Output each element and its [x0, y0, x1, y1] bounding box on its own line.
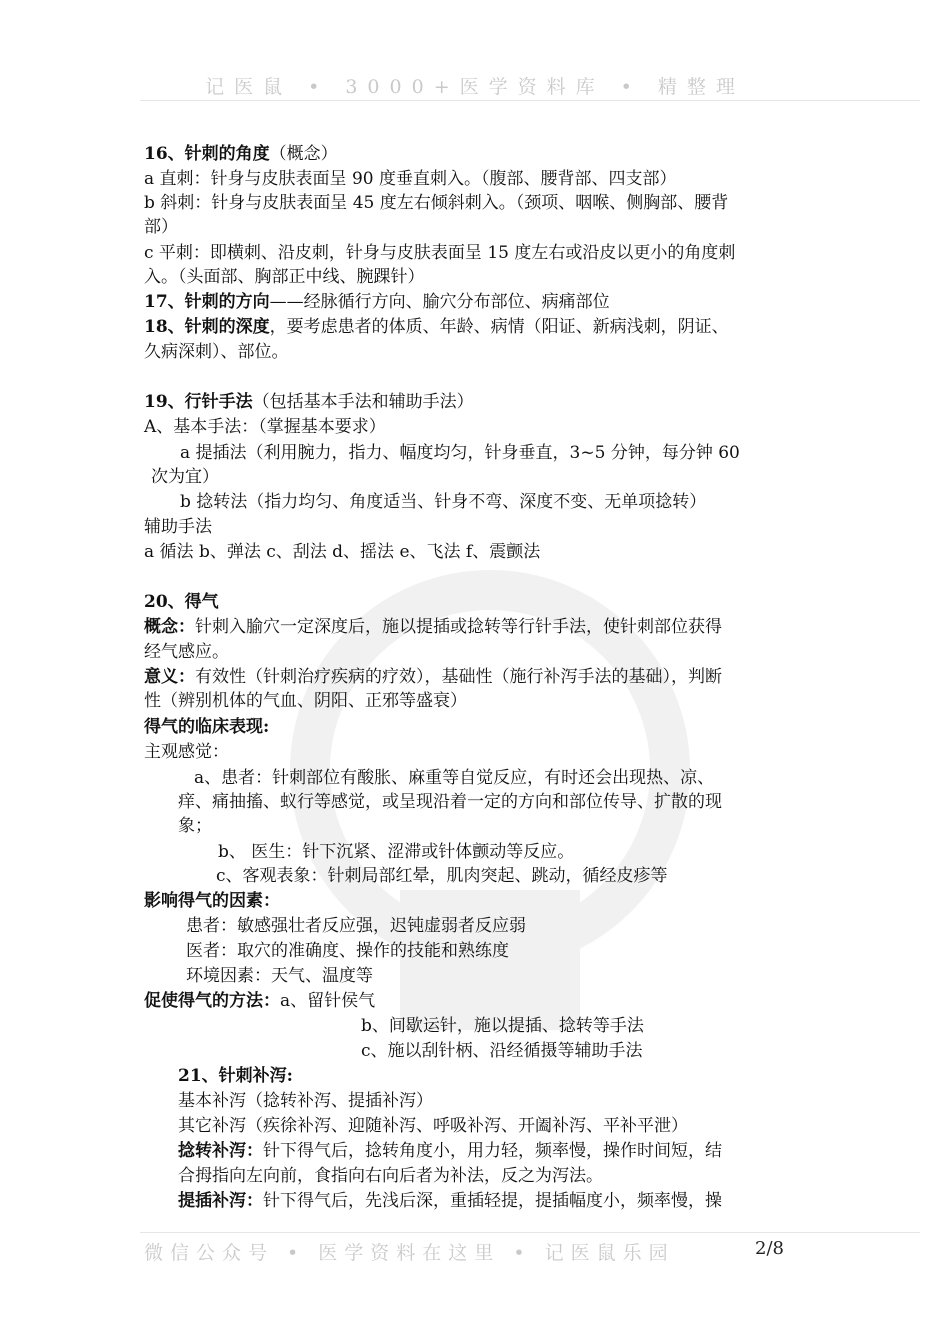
section-16-note: （概念）	[269, 144, 338, 164]
s20-sa3: 象；	[178, 816, 212, 836]
s20-method-3: c、施以刮针柄、沿经循摄等辅助手法	[361, 1041, 643, 1061]
section-17-text: ——经脉循行方向、腧穴分布部位、病痛部位	[269, 292, 610, 312]
section-21-title: 21、针刺补泻:	[178, 1066, 293, 1086]
s21-basic: 基本补泻（捻转补泻、提插补泻）	[178, 1091, 433, 1111]
section-19-title: 19、行针手法	[144, 392, 253, 412]
s20-clinical: 得气的临床表现:	[144, 717, 270, 737]
s20-meaning-2: 性（辨别机体的气血、阴阳、正邪等盛衰）	[144, 691, 467, 711]
s20-meaning-text: 有效性（针刺治疗疾病的疗效），基础性（施行补泻手法的基础），判断	[195, 667, 722, 687]
s19-basic: A、基本手法：（掌握基本要求）	[144, 417, 386, 437]
s19-a2: 次为宜）	[151, 467, 219, 487]
s16-line-a: a 直刺：针身与皮肤表面呈 90 度垂直刺入。（腹部、腰背部、四支部）	[144, 169, 677, 189]
s19-aux: 辅助手法	[144, 517, 212, 537]
s21-lift-text: 针下得气后，先浅后深，重插轻提，提插幅度小，频率慢，操	[263, 1191, 722, 1211]
s16-line-c2: 入。（头面部、胸部正中线、腕踝针）	[144, 267, 425, 287]
s20-concept-2: 经气感应。	[144, 642, 229, 662]
s20-sb: b、 医生：针下沉紧、涩滞或针体颤动等反应。	[218, 842, 575, 862]
section-16-heading	[144, 142, 338, 166]
footer-divider	[140, 1232, 920, 1233]
s20-factor-2: 医者：取穴的准确度、操作的技能和熟练度	[186, 941, 509, 961]
s20-method-1: a、留针侯气	[280, 991, 376, 1011]
section-17	[144, 290, 610, 314]
s20-sc: c、客观表象：针刺局部红晕，肌肉突起、跳动，循经皮疹等	[216, 866, 668, 886]
s20-methods-label: 促使得气的方法：	[144, 991, 280, 1011]
s20-concept-label: 概念：	[144, 617, 195, 637]
section-19-heading	[144, 390, 474, 414]
section-18-title: 18、针刺的深度	[144, 317, 270, 337]
s21-other: 其它补泻（疾徐补泻、迎随补泻、呼吸补泻、开阖补泻、平补平泄）	[178, 1116, 688, 1136]
s20-methods	[144, 989, 375, 1013]
section-17-title: 17、针刺的方向	[144, 292, 270, 312]
section-18	[144, 315, 729, 339]
s20-subjective: 主观感觉：	[144, 742, 229, 762]
s20-factor-3: 环境因素：天气、温度等	[186, 966, 373, 986]
page-footer: 微信公众号 • 医学资料在这里 • 记医鼠乐园	[144, 1242, 675, 1264]
s20-method-2: b、间歇运针，施以提插、捻转等手法	[361, 1016, 644, 1036]
s20-factor-1: 患者：敏感强壮者反应强，迟钝虚弱者反应弱	[186, 916, 526, 936]
s20-sa1: a、患者：针刺部位有酸胀、麻重等自觉反应，有时还会出现热、凉、	[194, 768, 715, 788]
s20-concept-text: 针刺入腧穴一定深度后，施以提插或捻转等行针手法，使针刺部位获得	[195, 617, 722, 637]
s20-concept	[144, 615, 722, 639]
page-header: 记医鼠 • 3000+医学资料库 • 精整理	[205, 76, 745, 98]
header-divider	[140, 100, 920, 101]
s20-sa2: 痒、痛抽搐、蚁行等感觉，或呈现沿着一定的方向和部位传导、扩散的现	[178, 792, 722, 812]
s20-meaning	[144, 665, 722, 689]
s21-twist	[178, 1139, 722, 1163]
s21-lift-label: 提插补泻：	[178, 1191, 263, 1211]
s21-twist-text: 针下得气后，捻转角度小，用力轻，频率慢，操作时间短，结	[263, 1141, 722, 1161]
page-number: 2/8	[755, 1238, 784, 1259]
s19-b: b 捻转法（指力均匀、角度适当、针身不弯、深度不变、无单项捻转）	[180, 492, 707, 512]
s19-aux-list: a 循法 b、弹法 c、刮法 d、摇法 e、飞法 f、震颤法	[144, 542, 541, 562]
s18-line-2: 久病深刺）、部位。	[144, 342, 289, 362]
s16-line-c1: c 平刺：即横刺、沿皮刺，针身与皮肤表面呈 15 度左右或沿皮以更小的角度刺	[144, 243, 736, 263]
section-20-title: 20、得气	[144, 592, 219, 612]
s21-lift	[178, 1189, 722, 1213]
s21-twist-label: 捻转补泻：	[178, 1141, 263, 1161]
s20-meaning-label: 意义：	[144, 667, 195, 687]
section-19-note: （包括基本手法和辅助手法）	[252, 392, 474, 412]
s21-twist-2: 合拇指向左向前，食指向右向后者为补法，反之为泻法。	[178, 1166, 603, 1186]
s20-factors: 影响得气的因素：	[144, 891, 280, 911]
s16-line-b1: b 斜刺：针身与皮肤表面呈 45 度左右倾斜刺入。（颈项、咽喉、侧胸部、腰背	[144, 193, 729, 213]
s19-a1: a 提插法（利用腕力，指力、幅度均匀，针身垂直，3~5 分钟，每分钟 60	[180, 443, 740, 463]
section-16-title: 16、针刺的角度	[144, 144, 270, 164]
section-18-text1: ，要考虑患者的体质、年龄、病情（阳证、新病浅刺，阴证、	[269, 317, 729, 337]
s16-line-b2: 部）	[144, 217, 178, 237]
